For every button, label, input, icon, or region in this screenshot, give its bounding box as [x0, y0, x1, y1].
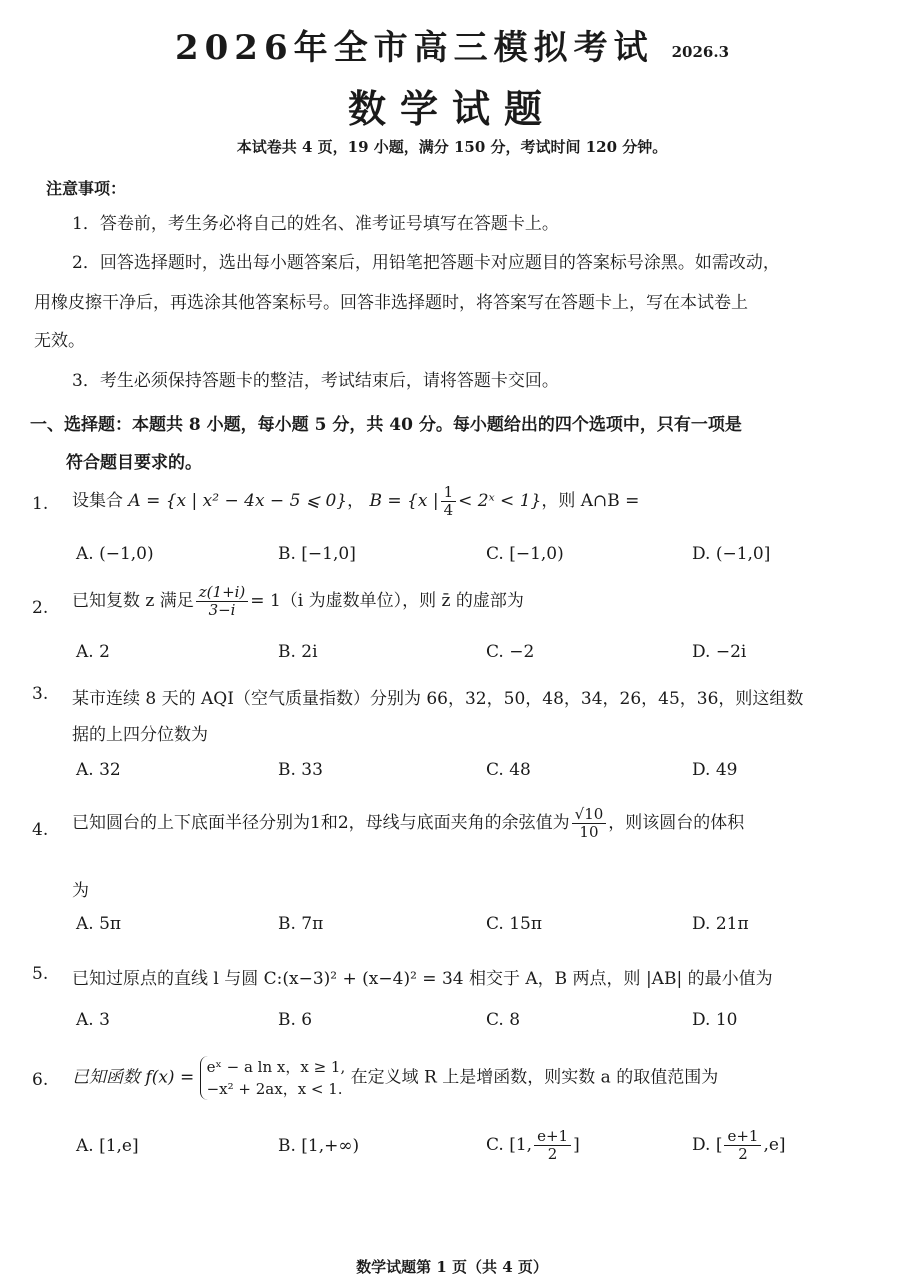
q3-option-c: C. 48: [486, 760, 531, 780]
q6-number: 6.: [32, 1070, 49, 1090]
q6-option-d-num: e+1: [724, 1128, 761, 1146]
q1-frac-num: 1: [441, 484, 457, 502]
q4-frac-den: 10: [579, 823, 599, 841]
q1-fraction: [441, 484, 457, 519]
q1-option-c: C. [−1,0): [486, 544, 564, 564]
q6-case-1: eˣ − a ln x，x ≥ 1,: [206, 1058, 346, 1076]
q2-pre: 已知复数 z 满足: [72, 591, 194, 611]
exam-date: 2026.3: [671, 43, 730, 61]
note-1: 1．答卷前，考生务必将自己的姓名、准考证号填写在答题卡上。: [72, 214, 559, 234]
q6-option-d-pre: D. [: [692, 1135, 723, 1155]
exam-title-text: 2026年全市高三模拟考试: [174, 28, 654, 68]
q1-set-a: A = {x | x² − 4x − 5 ⩽ 0}: [128, 491, 348, 511]
q6-option-c-num: e+1: [534, 1128, 571, 1146]
q6-option-d-den: 2: [738, 1145, 748, 1163]
q2-option-d: D. −2i: [692, 642, 747, 662]
q6-option-c-post: ]: [573, 1135, 580, 1155]
q3-option-a: A. 32: [76, 760, 121, 780]
q2-frac-den: 3−i: [208, 601, 236, 619]
q1-frac-den: 4: [443, 501, 454, 519]
q6-option-d-post: ,e]: [763, 1135, 786, 1155]
q3-line-2: 据的上四分位数为: [72, 725, 208, 745]
q1-pre: 设集合: [72, 491, 123, 511]
q3-line-1: 某市连续 8 天的 AQI（空气质量指数）分别为 66，32，50，48，34，26，45，36，则这组数: [72, 689, 804, 709]
q6-post: 在定义域 R 上是增函数，则实数 a 的取值范围为: [350, 1067, 719, 1088]
q2-option-a: A. 2: [76, 642, 110, 662]
q6-option-d-fraction: [724, 1128, 761, 1163]
q2-post: = 1（i 为虚数单位），则 z̄ 的虚部为: [250, 591, 524, 611]
q4-post: ，则该圆台的体积: [608, 813, 745, 833]
exam-title: [0, 20, 904, 69]
q5-option-d: D. 10: [692, 1010, 738, 1030]
q4-option-a: A. 5π: [76, 914, 122, 934]
section-1-heading-line-2: 符合题目要求的。: [66, 453, 202, 473]
q4-stem: [72, 806, 744, 841]
note-2-line-3: 无效。: [34, 331, 85, 351]
q1-option-b: B. [−1,0]: [278, 544, 356, 564]
q5-stem: 已知过原点的直线 l 与圆 C:(x−3)² + (x−4)² = 34 相交于 A，B 两点，则 |AB| 的最小值为: [72, 969, 773, 989]
q6-option-d: [692, 1128, 786, 1163]
q4-frac-num: √10: [572, 806, 607, 824]
q4-option-c: C. 15π: [486, 914, 543, 934]
q5-option-a: A. 3: [76, 1010, 110, 1030]
q6-pre: 已知函数 f(x) =: [72, 1067, 195, 1088]
q5-option-b: B. 6: [278, 1010, 313, 1030]
q3-number: 3.: [32, 684, 49, 704]
q4-fraction: [572, 806, 607, 841]
q1-post: ，则 A∩B =: [541, 491, 640, 511]
q1-set-b-pre: B = {x |: [369, 491, 439, 511]
q3-option-d: D. 49: [692, 760, 738, 780]
q6-case-2: −x² + 2ax，x < 1.: [206, 1080, 343, 1098]
subject-title: 数学试题: [347, 86, 556, 131]
exam-info: 本试卷共 4 页，19 小题，满分 150 分，考试时间 120 分钟。: [236, 138, 668, 156]
q4-option-b: B. 7π: [278, 914, 324, 934]
q4-line-2: 为: [72, 881, 89, 901]
q6-option-c: [486, 1128, 580, 1163]
q2-stem: [72, 584, 524, 619]
q6-option-a: A. [1,e]: [76, 1136, 139, 1156]
q3-option-b: B. 33: [278, 760, 323, 780]
q2-option-b: B. 2i: [278, 642, 318, 662]
q1-option-d: D. (−1,0]: [692, 544, 771, 564]
q6-option-c-pre: C. [1,: [486, 1135, 533, 1155]
notes-heading: 注意事项：: [46, 179, 127, 198]
q6-option-c-den: 2: [547, 1145, 558, 1163]
q1-option-a: A. (−1,0): [76, 544, 154, 564]
q2-number: 2.: [32, 598, 49, 618]
q6-option-c-fraction: [534, 1128, 571, 1163]
q4-number: 4.: [32, 820, 49, 840]
q5-number: 5.: [32, 964, 49, 984]
note-3: 3．考生必须保持答题卡的整洁，考试结束后，请将答题卡交回。: [72, 371, 559, 391]
q6-option-b: B. [1,+∞): [278, 1136, 360, 1156]
q6-piecewise: [200, 1056, 346, 1100]
q1-set-b-post: < 2ˣ < 1}: [458, 491, 542, 511]
q4-pre: 已知圆台的上下底面半径分别为1和2，母线与底面夹角的余弦值为: [72, 813, 570, 833]
note-2-line-2: 用橡皮擦干净后，再选涂其他答案标号。回答非选择题时，将答案写在答题卡上，写在本试卷上: [34, 293, 748, 313]
q6-stem: [72, 1056, 718, 1100]
section-1-heading-line-1: 一、选择题：本题共 8 小题，每小题 5 分，共 40 分。每小题给出的四个选项中，只有一项是: [30, 415, 742, 435]
note-2-line-1: 2．回答选择题时，选出每小题答案后，用铅笔把答题卡对应题目的答案标号涂黑。如需改动，: [72, 253, 780, 273]
q1-stem: [72, 484, 639, 519]
q4-option-d: D. 21π: [692, 914, 749, 934]
q2-frac-num: z(1+i): [196, 584, 249, 602]
q2-fraction: [196, 584, 249, 619]
q5-option-c: C. 8: [486, 1010, 521, 1030]
q2-option-c: C. −2: [486, 642, 535, 662]
q1-number: 1.: [32, 494, 49, 514]
page-footer: 数学试题第 1 页（共 4 页）: [356, 1258, 548, 1276]
q1-sep: ，: [347, 491, 365, 511]
